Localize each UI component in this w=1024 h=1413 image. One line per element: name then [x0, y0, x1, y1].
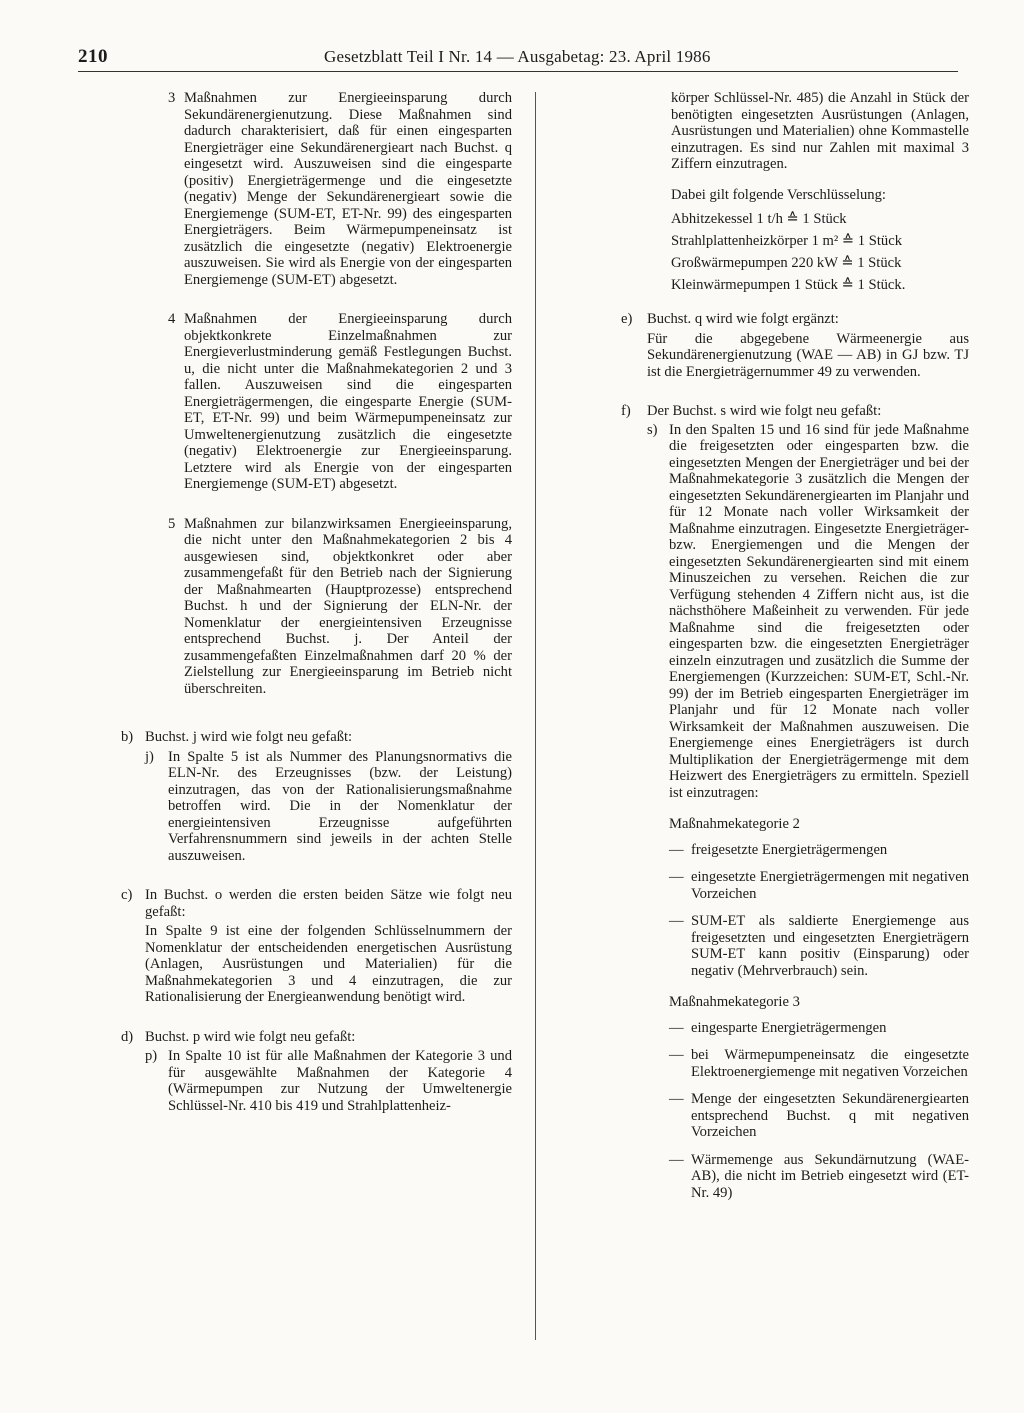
category-text: Maßnahmen zur Energieeinsparung durch Sekundärenergienutzung. Diese Maßnahmen sind dadurch charakterisiert, daß für einen eingesparten Energieträger eine Sekundärenergieart nach Buchst. q eingesetzt wird. Auszuweisen sind die eingesparte (positiv) Energieträgermenge und die eingesetzte (negativ) Menge der Sekundärenergieart sowie die Energiemenge (SUM-ET, ET-Nr. 99) des eingesparten Energieträgers. Beim Wärmepumpeneinsatz ist zusätzlich die eingesetzte (negativ) Elektroenergie auszuweisen. Sie wird als Energie von der eingesparten Energiemenge (SUM-ET) abgesetzt. [184, 90, 512, 288]
section-c [121, 887, 512, 1006]
list-item-text: eingesetzte Energieträgermengen mit negativen Vorzeichen [691, 869, 969, 902]
dash-marker: — [669, 869, 684, 885]
list-item-text: bei Wärmepumpeneinsatz die eingesetzte Elektroenergiemenge mit negativen Vorzeichen [691, 1047, 969, 1080]
list-item [669, 1152, 969, 1202]
section-text: In Spalte 10 ist für alle Maßnahmen der Kategorie 3 und für ausgewählte Maßnahmen der Kategorie 4 (Wärmepumpen zur Nutzung der Umweltenergie Schlüssel-Nr. 410 bis 419 und Strahlplattenheiz- [168, 1048, 512, 1114]
page-number: 210 [78, 46, 108, 67]
continued-text: körper Schlüssel-Nr. 485) die Anzahl in Stück der benötigten eingesetzten Ausrüstungen (Anlagen, Ausrüstungen und Materialien) ohne Kommastelle einzutragen. Es sind nur Zahlen mit maximal 3 Ziffern einzutragen. [671, 90, 969, 172]
dash-marker: — [669, 841, 684, 858]
dash-marker: — [669, 1019, 684, 1036]
section-e [621, 311, 969, 380]
category-3 [168, 90, 512, 288]
section-intro: In Buchst. o werden die ersten beiden Sätze wie folgt neu gefaßt: [145, 887, 512, 920]
subsection-label: p) [145, 1048, 158, 1064]
category-5 [168, 516, 512, 698]
category-label: 4 [168, 311, 176, 327]
section-intro: Der Buchst. s wird wie folgt neu gefaßt: [647, 403, 882, 419]
list-item [669, 1047, 969, 1080]
category-heading: Maßnahmekategorie 2 [669, 816, 800, 832]
section-text: In Spalte 5 ist als Nummer des Planungsnormativs die ELN-Nr. des Erzeugnisses (bzw. der Leistung) einzutragen, das von der Rationalisierungsmaßnahme betroffen wird. Die in der Nomenklatur der energieintensiven Erzeugnisse aufgeführten Verfahrensnummern sind jeweils in der achten Stelle auszuweisen. [168, 748, 512, 864]
list-item-text: Menge der eingesetzten Sekundärenergiearten entsprechend Buchst. q mit negativen Vorzeichen [691, 1091, 969, 1140]
list-item [669, 842, 969, 859]
code-row: Strahlplattenheizkörper 1 m² ≙ 1 Stück [671, 233, 902, 249]
section-label: c) [121, 887, 133, 903]
section-label: e) [621, 311, 633, 327]
section-intro: Buchst. p wird wie folgt neu gefaßt: [145, 1028, 356, 1045]
subsection-label: j) [145, 748, 154, 765]
header-rule [78, 71, 958, 72]
list-item [669, 1020, 969, 1037]
dash-marker: — [669, 913, 684, 929]
list-item [669, 869, 969, 902]
dash-marker: — [669, 1047, 684, 1063]
category-text: Maßnahmen zur bilanzwirksamen Energieeinsparung, die nicht unter den Maßnahmekategorien 2 bis 4 ausgewiesen sind, objektkonkret oder aber zusammengefaßt für den Betrieb nach der Signierung der Maßnahmearten (Hauptprozesse) entsprechend Buchst. h und der Signierung der ELN-Nr. der Nomenklatur der energieintensiven Erzeugnisse entsprechend Buchst. j. Der Anteil der zusammengefaßten Einzelmaßnahmen darf 20 % der Zielstellung zur Energieeinsparung im Betrieb nicht überschreiten. [184, 515, 512, 697]
list-item-text: freigesetzte Energieträgermengen [691, 841, 888, 858]
dash-marker: — [669, 1091, 684, 1107]
category-4 [168, 311, 512, 493]
section-text: In den Spalten 15 und 16 sind für jede Maßnahme die freigesetzten oder eingesparten bzw. die eingesetzten Mengen der Energieträger und bei der Maßnahmekategorie 3 zusätzlich die Mengen der eingesetzten Sekundärenergiearten im Planjahr und für 12 Monate nach voller Wirksamkeit der Maßnahme einzutragen. Eingesetzte Energieträger- bzw. Energiemengen und die Mengen der eingesetzten Sekundärenergiearten sind mit einem Minuszeichen zu versehen. Reichen die zur Verfügung stehenden 4 Ziffern nicht aus, ist die nächsthöhere Maßeinheit zu verwenden. Für jede Maßnahme sind die freigesetzten oder eingesparten bzw. die eingesetzten Energieträger einzeln einzutragen und zusätzlich die Summe der Energiemengen (Kurzzeichen: SUM-ET, Schl.-Nr. 99) der im Betrieb eingesparten Energieträger im Planjahr und für 12 Monate nach voller Wirksamkeit der Maßnahmen auszuweisen. Die Energiemenge eines Energieträgers ist durch Multiplikation der Energieträgermenge mit dem Heizwert des Energieträgers zu ermitteln. Speziell ist einzutragen: [669, 421, 969, 801]
dash-marker: — [669, 1151, 684, 1168]
section-d [121, 1029, 512, 1115]
list-item-text: eingesparte Energieträgermengen [691, 1019, 887, 1036]
category-heading: Maßnahmekategorie 3 [669, 994, 800, 1010]
list-item-text: SUM-ET als saldierte Energiemenge aus freigesetzten und eingesetzten Energieträgern SUM-ET kann positiv (Einsparung) oder negativ (Mehrverbrauch) sein. [691, 913, 969, 979]
list-item [669, 913, 969, 979]
left-column [121, 90, 512, 1114]
category-3-block [669, 994, 969, 1201]
code-row: Abhitzekessel 1 t/h ≙ 1 Stück [671, 211, 847, 227]
category-2-block [669, 816, 969, 979]
page-header [78, 46, 958, 72]
section-f [621, 403, 969, 801]
section-label: f) [621, 403, 631, 419]
column-divider [535, 92, 536, 1340]
code-intro: Dabei gilt folgende Verschlüsselung: [671, 186, 886, 203]
section-text: In Spalte 9 ist eine der folgenden Schlüsselnummern der Nomenklatur der entscheidenden energetischen Ausrüstung (Anlagen, Ausrüstungen und Materialien) für die Maßnahmekategorien 3 und 4 einzutragen, die zur Rationalisierung der Energieanwendung benötigt wird. [145, 923, 512, 1005]
running-title: Gesetzblatt Teil I Nr. 14 — Ausgabetag: 23. April 1986 [324, 47, 711, 66]
code-row: Großwärmepumpen 220 kW ≙ 1 Stück [671, 255, 902, 271]
category-label: 3 [168, 90, 176, 106]
section-label: d) [121, 1028, 134, 1045]
section-intro: Buchst. q wird wie folgt ergänzt: [647, 311, 839, 327]
code-list [671, 208, 969, 296]
category-text: Maßnahmen der Energieeinsparung durch objektkonkrete Einzelmaßnahmen zur Energieverlustminderung gemäß Festlegungen Buchst. u, die nicht unter die Maßnahmekategorien 2 und 3 fallen. Auszuweisen sind die eingesparten Energieträgermengen, die eingesparte Energie (SUM-ET, ET-Nr. 99) und beim Wärmepumpeneinsatz zur Umweltenergienutzung zusätzlich die eingesetzte (negativ) Elektroenergie zur Energieeinsparung. Letztere wird als Energie von der eingesparten Energiemenge (SUM-ET) abgesetzt. [184, 311, 512, 492]
section-text: Für die abgegebene Wärmeenergie aus Sekundärenergienutzung (WAE — AB) in GJ bzw. TJ ist die Energieträgernummer 49 zu verwenden. [647, 330, 969, 380]
right-column [621, 90, 969, 1201]
subsection-label: s) [647, 421, 658, 438]
list-item [669, 1091, 969, 1141]
section-b [121, 729, 512, 864]
category-label: 5 [168, 515, 176, 532]
section-intro: Buchst. j wird wie folgt neu gefaßt: [145, 729, 353, 745]
code-row: Kleinwärmepumpen 1 Stück ≙ 1 Stück. [671, 277, 906, 293]
list-item-text: Wärmemenge aus Sekundärnutzung (WAE-AB), die nicht im Betrieb eingesetzt wird (ET-Nr. 49) [691, 1151, 969, 1201]
section-label: b) [121, 729, 134, 745]
